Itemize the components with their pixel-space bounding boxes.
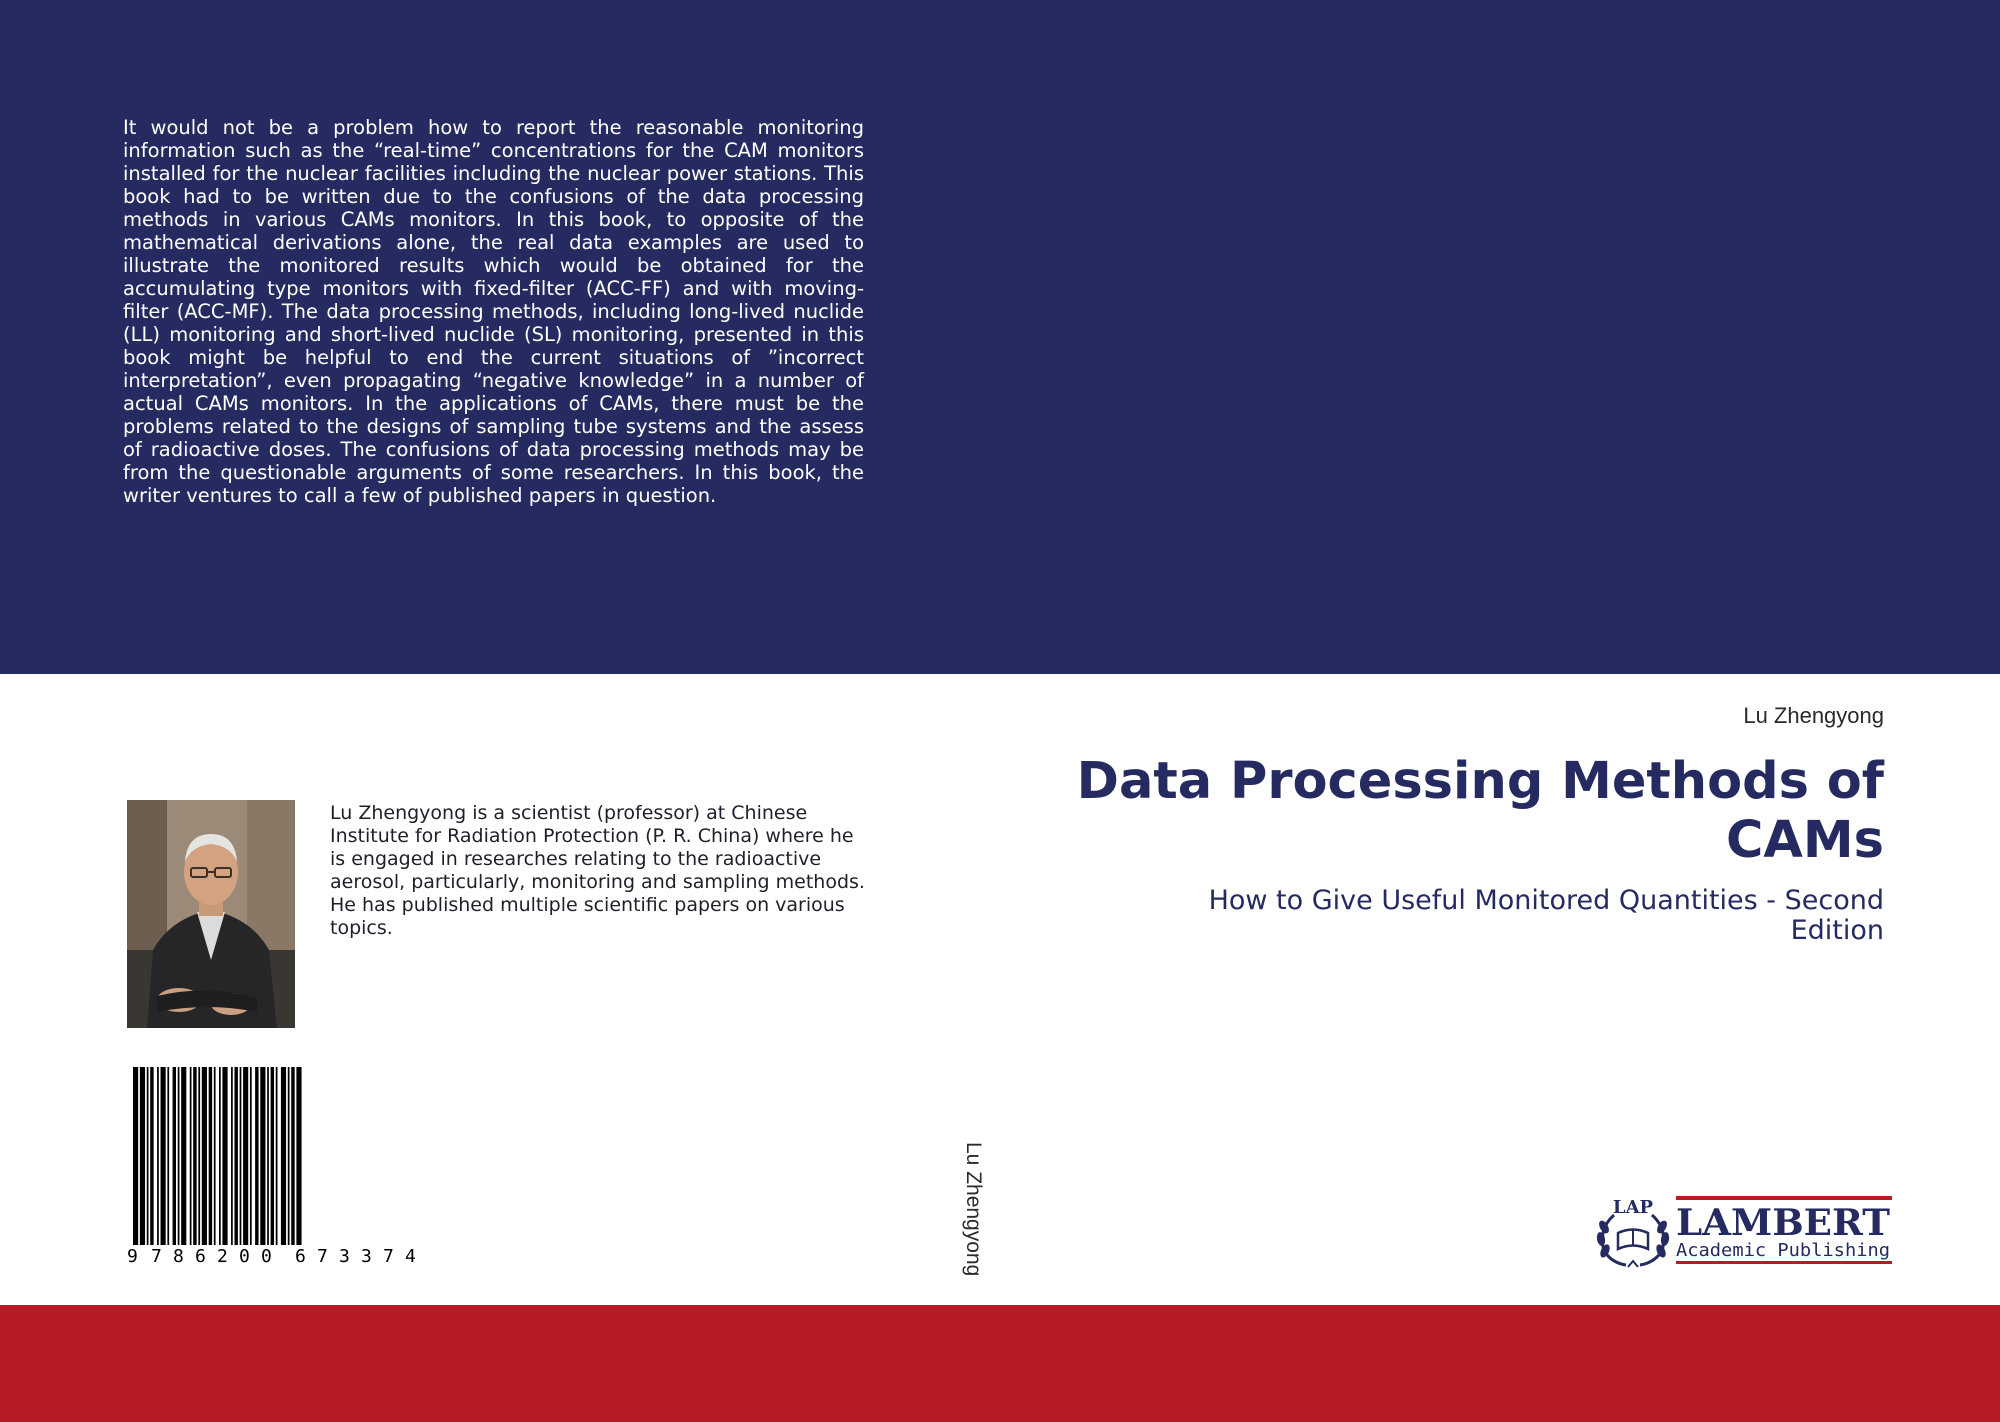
barcode-bar [281, 1067, 286, 1245]
spine-author-name: Lu Zhengyong [962, 1142, 985, 1277]
barcode-bar [147, 1067, 149, 1245]
laurel-wreath-icon [1596, 1215, 1670, 1267]
barcode-digit: 0 [261, 1246, 272, 1265]
barcode-bar [214, 1067, 216, 1245]
barcode-bar [209, 1067, 212, 1245]
barcode-bar [222, 1067, 227, 1245]
barcode-digit: 3 [339, 1246, 350, 1265]
barcode-digit: 9 [127, 1246, 138, 1265]
barcode-bar [231, 1067, 233, 1245]
barcode-bar [267, 1067, 269, 1245]
barcode-bar [140, 1067, 145, 1245]
barcode-bar [178, 1067, 180, 1245]
barcode-bar [157, 1067, 159, 1245]
barcode-bar [198, 1067, 200, 1245]
barcode-bar [250, 1067, 252, 1245]
barcode-bar [296, 1067, 301, 1245]
barcode-digit: 8 [173, 1246, 184, 1265]
barcode-bar [167, 1067, 169, 1245]
barcode-bar [276, 1067, 278, 1245]
barcode-bar [240, 1067, 242, 1245]
barcode-bar [255, 1067, 258, 1245]
author-bio: Lu Zhengyong is a scientist (professor) at Chinese Institute for Radiation Protection (P. R. China) where he is engaged in researches relating to the radioactive aerosol, particularly, monitoring and sampling methods. He has published multiple scientific papers on various topics. [330, 802, 865, 939]
barcode-bar [202, 1067, 207, 1245]
barcode-bar [234, 1067, 237, 1245]
barcode-bar [288, 1067, 290, 1245]
barcode-digit: 6 [295, 1246, 306, 1265]
barcode-digit: 2 [217, 1246, 228, 1265]
barcode-bar [150, 1067, 153, 1245]
publisher-name: LAMBERT [1676, 1202, 1891, 1244]
barcode-digit: 7 [151, 1246, 162, 1265]
barcode-bar [219, 1067, 221, 1245]
barcode-bar [181, 1067, 186, 1245]
red-band [0, 1305, 2000, 1422]
barcode-digit: 7 [317, 1246, 328, 1265]
barcode-digit: 3 [361, 1246, 372, 1265]
publisher-logo [1590, 1193, 1895, 1269]
barcode-bar [190, 1067, 192, 1245]
back-cover-blurb: It would not be a problem how to report the reasonable monitoring information such as the “real-time” concentrations for the CAM monitors installed for the nuclear facilities including the nuclear power stations. This book had to be written due to the confusions of the data processing methods in various CAMs monitors. In this book, to opposite of the mathematical derivations alone, the real data examples are used to illustrate the monitored results which would be obtained for the accumulating type monitors with fixed-filter (ACC-FF) and with moving-filter (ACC-MF). The data processing methods, including long-lived nuclide (LL) monitoring and short-lived nuclide (SL) monitoring, presented in this book might be helpful to end the current situations of ”incorrect interpretation”, even propagating “negative knowledge” in a number of actual CAMs monitors. In the applications of CAMs, there must be the problems related to the designs of sampling tube systems and the assess of radioactive doses. The confusions of data processing methods may be from the questionable arguments of some researchers. In this book, the writer ventures to call a few of published papers in question. [123, 116, 864, 507]
barcode-bar [260, 1067, 265, 1245]
barcode-bar [161, 1067, 166, 1245]
book-subtitle: How to Give Useful Monitored Quantities - Second Edition [1208, 885, 1884, 946]
publisher-tagline: Academic Publishing [1676, 1240, 1890, 1261]
barcode-bar [271, 1067, 274, 1245]
barcode-digit: 7 [383, 1246, 394, 1265]
barcode-digit: 6 [195, 1246, 206, 1265]
barcode-digit: 4 [405, 1246, 416, 1265]
author-photo [127, 800, 295, 1028]
book-title: Data Processing Methods of CAMs [1076, 752, 1884, 870]
barcode-bar [243, 1067, 248, 1245]
barcode-bar [291, 1067, 294, 1245]
barcode-bar [133, 1067, 138, 1245]
publisher-mark: LAP [1612, 1197, 1654, 1218]
isbn-barcode [123, 1065, 453, 1265]
barcode-digit: 0 [239, 1246, 250, 1265]
front-author-name: Lu Zhengyong [1743, 703, 1884, 728]
barcode-bar [173, 1067, 176, 1245]
barcode-bar [193, 1067, 196, 1245]
